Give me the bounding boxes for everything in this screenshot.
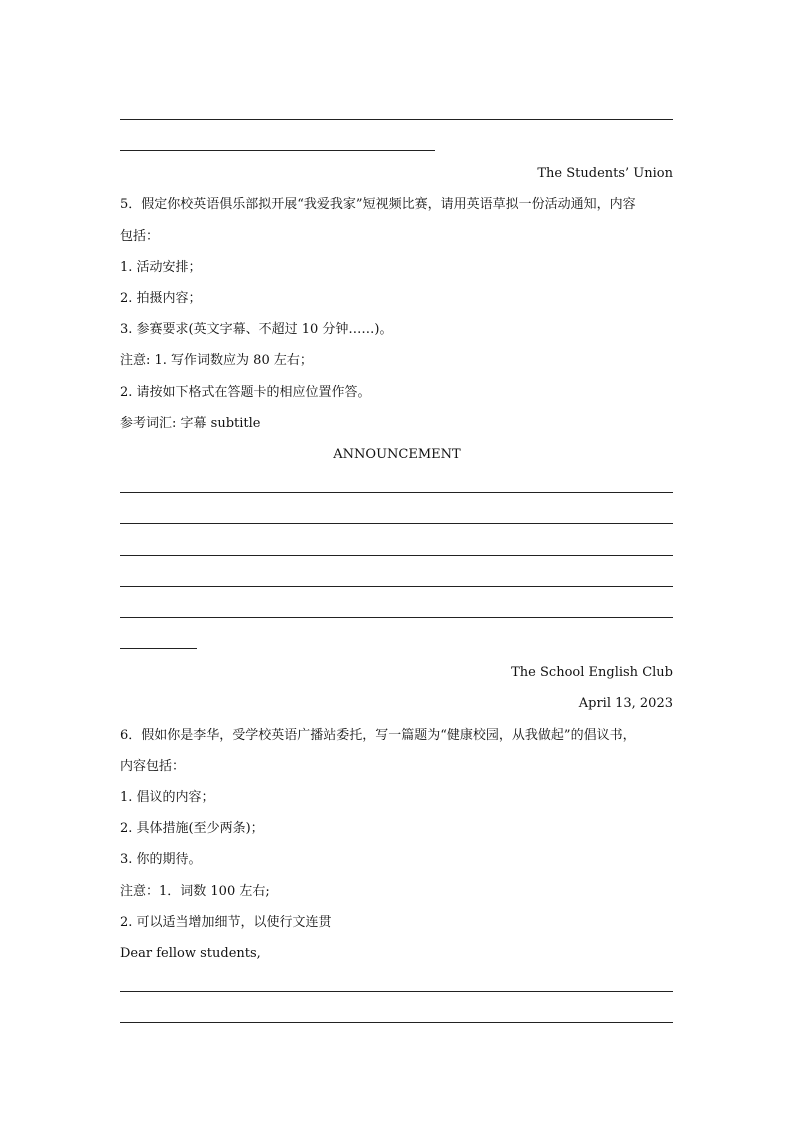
answer-line bbox=[120, 617, 673, 618]
answer-line bbox=[120, 523, 673, 524]
answer-line bbox=[120, 492, 673, 493]
english-club-signature: The School English Club bbox=[511, 665, 673, 680]
q6-note-1: 注意：1．词数 100 左右; bbox=[120, 884, 270, 899]
answer-line-short bbox=[120, 648, 197, 649]
answer-line bbox=[120, 119, 673, 120]
q5-note-1: 注意: 1. 写作词数应为 80 左右； bbox=[120, 353, 313, 368]
q5-item-1: 1. 活动安排； bbox=[120, 260, 202, 275]
q6-item-2: 2. 具体措施(至少两条)； bbox=[120, 821, 264, 836]
q6-item-1: 1. 倡议的内容； bbox=[120, 790, 215, 805]
q6-item-3: 3. 你的期待。 bbox=[120, 852, 202, 867]
answer-line bbox=[120, 555, 673, 556]
answer-line bbox=[120, 586, 673, 587]
q5-prompt: 5．假定你校英语俱乐部拟开展“我爱我家”短视频比赛，请用英语草拟一份活动通知，内容 bbox=[120, 197, 636, 212]
announcement-heading: ANNOUNCEMENT bbox=[333, 447, 461, 462]
announcement-date: April 13, 2023 bbox=[578, 696, 673, 711]
q5-prompt-cont: 包括： bbox=[120, 229, 160, 244]
q5-note-2: 2. 请按如下格式在答题卡的相应位置作答。 bbox=[120, 385, 371, 400]
q6-prompt-cont: 内容包括： bbox=[120, 759, 186, 774]
students-union-signature: The Students’ Union bbox=[537, 166, 673, 181]
q5-item-2: 2. 拍摄内容； bbox=[120, 291, 202, 306]
q5-vocab: 参考词汇: 字幕 subtitle bbox=[120, 416, 261, 431]
q6-prompt: 6．假如你是李华，受学校英语广播站委托，写一篇题为“健康校园，从我做起”的倡议书， bbox=[120, 728, 636, 743]
answer-line-short bbox=[120, 150, 435, 151]
answer-line bbox=[120, 991, 673, 992]
q5-item-3: 3. 参赛要求(英文字幕、不超过 10 分钟……)。 bbox=[120, 322, 393, 337]
salutation: Dear fellow students, bbox=[120, 946, 261, 961]
answer-line bbox=[120, 1022, 673, 1023]
q6-note-2: 2. 可以适当增加细节，以使行文连贯 bbox=[120, 915, 332, 930]
